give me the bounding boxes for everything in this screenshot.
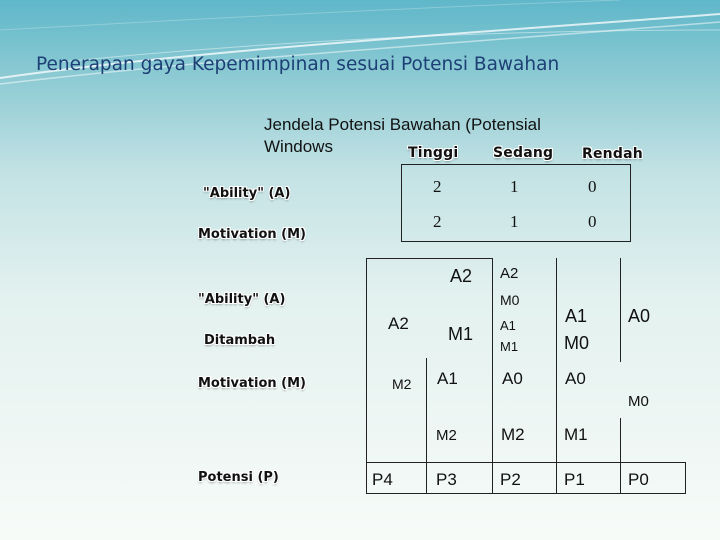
grid-r4-m1: M1 xyxy=(564,425,588,444)
grid-m2-left: M2 xyxy=(392,376,412,392)
heading-line-1: Jendela Potensi Bawahan (Potensial xyxy=(264,115,541,134)
grid-line-col4-upper xyxy=(620,258,621,362)
potensi-p1: P1 xyxy=(564,470,585,489)
grid-m1: M1 xyxy=(448,324,474,344)
top-table-border-top xyxy=(401,164,631,165)
potensi-p2: P2 xyxy=(500,470,521,489)
ability-value-tinggi: 2 xyxy=(433,177,442,196)
motivation-value-rendah: 0 xyxy=(588,212,597,231)
grid-a2-top: A2 xyxy=(450,266,473,286)
grid-line-potensi-top xyxy=(366,462,686,463)
grid-r4-m2b: M2 xyxy=(501,425,525,444)
grid-line-right xyxy=(685,462,686,494)
heading-line-2: Windows xyxy=(264,137,333,156)
grid-c3-m0: M0 xyxy=(500,292,520,308)
grid-c3-m1: M1 xyxy=(500,339,519,354)
ability-value-sedang: 1 xyxy=(510,177,519,196)
level-sedang: Sedang xyxy=(493,145,554,161)
label-motivation: Motivation (M) xyxy=(198,227,306,242)
motivation-value-sedang: 1 xyxy=(510,212,519,231)
grid-r3-a0b: A0 xyxy=(565,369,586,388)
top-table-border-bottom xyxy=(401,241,631,242)
level-tinggi: Tinggi xyxy=(408,145,459,161)
level-rendah: Rendah xyxy=(582,146,643,162)
grid-line-left xyxy=(366,258,367,494)
grid-a2-left: A2 xyxy=(388,314,409,333)
potensi-p4: P4 xyxy=(372,470,393,489)
grid-r4-m2: M2 xyxy=(436,427,457,444)
grid-r3-a0: A0 xyxy=(502,369,523,388)
label-motivation-2: Motivation (M) xyxy=(198,376,306,391)
grid-line-col1 xyxy=(426,358,427,494)
grid-line-col4-lower xyxy=(620,418,621,494)
grid-c5-a0: A0 xyxy=(628,306,651,326)
motivation-value-tinggi: 2 xyxy=(433,212,442,231)
grid-c3-a1: A1 xyxy=(500,318,516,333)
grid-line-bottom xyxy=(366,493,686,494)
slide-title: Penerapan gaya Kepemimpinan sesuai Potensi Bawahan xyxy=(36,54,560,75)
grid-c4-a1: A1 xyxy=(565,306,588,326)
grid-r3-a1: A1 xyxy=(437,369,458,388)
potensi-p3: P3 xyxy=(436,470,457,489)
grid-line-top-left xyxy=(366,258,493,259)
label-ability-2: "Ability" (A) xyxy=(198,292,286,307)
label-potensi: Potensi (P) xyxy=(198,470,279,485)
grid-c3-a2: A2 xyxy=(500,265,519,282)
potensi-p0: P0 xyxy=(628,470,649,489)
top-table-border-left xyxy=(401,164,402,242)
grid-r3-m0: M0 xyxy=(628,393,649,410)
ability-value-rendah: 0 xyxy=(588,177,597,196)
label-ditambah: Ditambah xyxy=(204,333,276,348)
grid-line-col2 xyxy=(492,258,493,494)
grid-line-col3 xyxy=(556,258,557,494)
label-ability: "Ability" (A) xyxy=(203,186,291,201)
grid-c4-m0: M0 xyxy=(564,333,590,353)
top-table-border-right xyxy=(630,164,631,242)
